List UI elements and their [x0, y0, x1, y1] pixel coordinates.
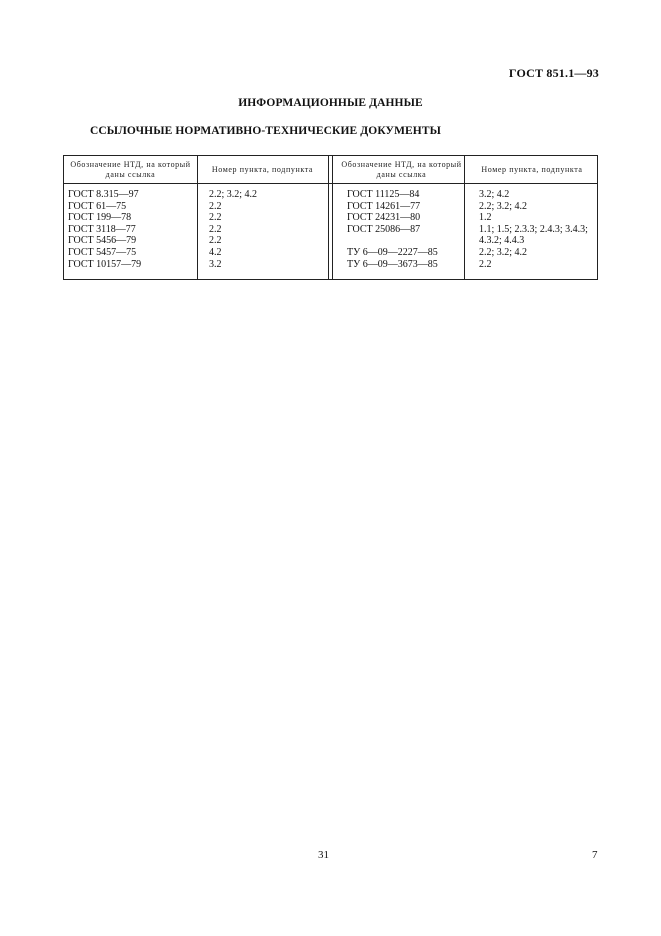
table-cell: 1.1; 1.5; 2.3.3; 2.4.3; 3.4.3; 4.3.2; 4.4.3: [479, 223, 588, 247]
table-cell: ТУ 6—09—2227—85: [347, 246, 438, 258]
sheet-number: 7: [592, 849, 598, 861]
column-left-doc: [68, 156, 196, 270]
table-cell: 2.2; 3.2; 4.2: [479, 200, 528, 212]
table-cell: ГОСТ 25086—87: [347, 223, 421, 235]
table-cell: ГОСТ 199—78: [68, 212, 132, 224]
table-cell: 2.2: [209, 235, 222, 247]
table-cell: 2.2: [209, 223, 222, 235]
double-column-divider: [328, 156, 333, 279]
column-right-clause: [479, 156, 597, 270]
table-cell: 1.2: [479, 212, 492, 224]
table-cell: 2.2; 3.2; 4.2: [209, 189, 258, 200]
header-left-clause: Номер пункта, подпункта: [211, 164, 314, 174]
table-cell: ГОСТ 61—75: [68, 200, 127, 212]
page-number: 31: [318, 849, 329, 861]
section-title: ИНФОРМАЦИОННЫЕ ДАННЫЕ: [238, 97, 423, 109]
subsection-title: ССЫЛОЧНЫЕ НОРМАТИВНО-ТЕХНИЧЕСКИЕ ДОКУМЕНТЫ: [90, 125, 442, 137]
table-cell: 4.2: [209, 246, 222, 258]
table-cell: ГОСТ 5456—79: [68, 235, 137, 247]
table-cell: ГОСТ 5457—75: [68, 246, 137, 258]
table-cell: 2.2: [209, 200, 222, 212]
table-cell: 2.2; 3.2; 4.2: [479, 246, 528, 258]
table-cell: 2.2: [479, 258, 492, 270]
table-cell: ГОСТ 11125—84: [347, 189, 420, 200]
header-right-doc: Обозначение НТД, на который даны ссылка: [341, 159, 462, 179]
table-cell: ГОСТ 10157—79: [68, 258, 142, 270]
header-left-doc: Обозначение НТД, на который даны ссылка: [70, 159, 191, 179]
table-cell: ГОСТ 3118—77: [68, 223, 136, 235]
column-right-doc: [341, 156, 465, 270]
document-code: ГОСТ 851.1—93: [508, 66, 599, 80]
column-left-clause: [209, 156, 327, 270]
reference-documents-table: [63, 155, 598, 280]
table-cell: 2.2: [209, 212, 222, 224]
table-cell: 3.2; 4.2: [479, 189, 510, 200]
table-cell: ТУ 6—09—3673—85: [347, 258, 438, 270]
table-cell: 3.2: [209, 258, 222, 270]
table-cell: ГОСТ 24231—80: [347, 212, 421, 224]
table-cell: ГОСТ 14261—77: [347, 200, 421, 212]
header-right-clause: Номер пункта, подпункта: [481, 164, 583, 174]
table-cell: ГОСТ 8.315—97: [68, 189, 139, 200]
